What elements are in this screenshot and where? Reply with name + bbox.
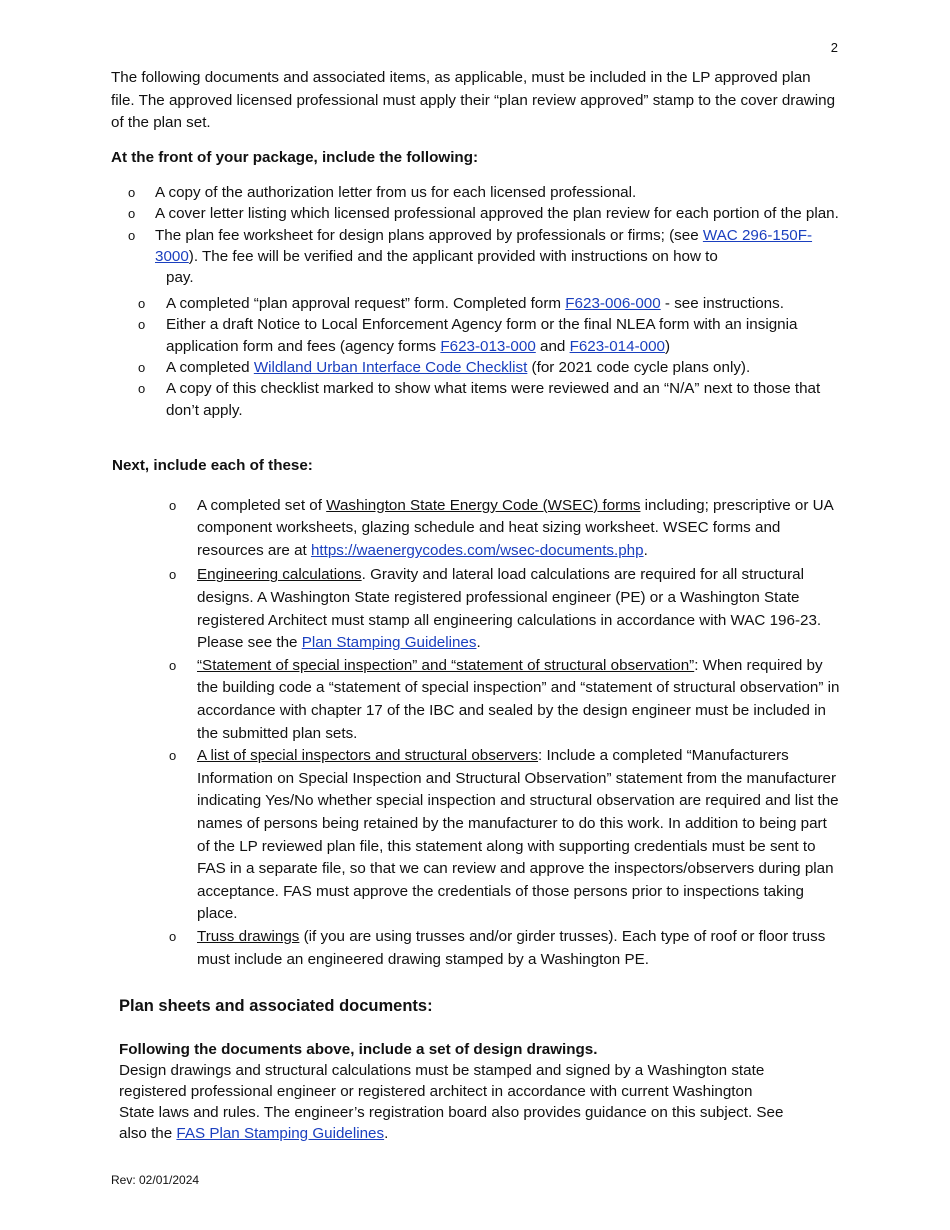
wui-checklist-link[interactable]: Wildland Urban Interface Code Checklist — [253, 358, 528, 376]
next-list — [112, 495, 842, 971]
plan-sheets-body: Design drawings and structural calculations must be stamped and signed by a Washington state registered professional engineer or registered architect in accordance with current Washington State laws and rules. The engineer’s registration board also provides guidance on this subject. See also the FAS Plan Stamping Guidelines. — [119, 1061, 784, 1142]
next-section — [112, 455, 842, 971]
front-list — [111, 182, 841, 421]
list-item: o “Statement of special inspection” and “statement of structural observation”: When required by the building code a “statement of special inspection” and “statement of structural observation” in accordance with chapter 17 of the IBC and sealed by the design engineer must be included in the submitted plan sets. — [169, 656, 840, 742]
list-item: o The plan fee worksheet for design plans approved by professionals or firms; (see WAC 296-150F-3000). The fee will be verified and the applicant provided with instructions on how to pay. — [128, 226, 813, 287]
list-item: o A completed set of Washington State Energy Code (WSEC) forms including; prescriptive or UA component worksheets, glazing schedule and heat sizing worksheet. WSEC forms and resources are at https://waenergycodes.com/wsec-documents.php. — [169, 496, 833, 559]
page-number: 2 — [830, 40, 838, 55]
bullet-icon: o — [169, 748, 177, 764]
bullet-icon: o — [128, 184, 136, 200]
bullet-icon: o — [169, 567, 177, 583]
section-title: Plan sheets and associated documents: — [119, 997, 433, 1015]
wsec-link[interactable]: https://waenergycodes.com/wsec-documents.php — [310, 541, 644, 559]
list-item: o A completed Wildland Urban Interface Code Checklist (for 2021 code cycle plans only). — [111, 357, 841, 378]
bullet-icon: o — [138, 295, 146, 311]
intro-text: The following documents and associated items, as applicable, must be included in the LP approved plan file. The approved licensed professional must apply their “plan review approved” stamp to the cover drawing of the plan set. — [111, 69, 836, 132]
bullet-icon: o — [138, 381, 146, 397]
front-section — [111, 147, 841, 421]
wac-link[interactable]: WAC 296-150F-3000 — [155, 226, 813, 265]
fas-plan-stamping-link[interactable]: FAS Plan Stamping Guidelines — [176, 1124, 385, 1142]
list-item: o Engineering calculations. Gravity and lateral load calculations are required for all structural designs. A Washington State registered professional engineer (PE) or a Washington State registered Architect must stamp all engineering calculations in accordance with WAC 196-23. Please see the Plan Stamping Guidelines. — [169, 566, 822, 652]
form-f623-006-link[interactable]: F623-006-000 — [565, 294, 661, 312]
plan-stamping-link[interactable]: Plan Stamping Guidelines — [301, 634, 477, 652]
list-item: o Truss drawings (if you are using trusses and/or girder trusses). Each type of roof or floor truss must include an engineered drawing stamped by a Washington PE. — [169, 927, 826, 968]
list-item: o A copy of this checklist marked to show what items were reviewed and an “N/A” next to those that don’t apply. — [138, 380, 821, 419]
intro-paragraph — [111, 67, 836, 135]
bullet-icon: o — [169, 928, 177, 944]
list-item: o A list of special inspectors and structural observers: Include a completed “Manufacturers Information on Special Inspection and Structural Observation” statement from the manufacturer indicating Yes/No whether special inspection and structural observation are required and list the names of persons being retained by the manufacturer to do this work. In addition to being part of the LP reviewed plan file, this statement along with supporting credentials must be sent to FAS in a separate file, so that we can review and approve the inspectors/observers during plan acceptance. FAS must approve the credentials of those persons prior to inspections taking place. — [169, 747, 839, 923]
bullet-icon: o — [169, 657, 177, 673]
form-f623-013-link[interactable]: F623-013-000 — [440, 337, 536, 355]
bullet-icon: o — [138, 317, 146, 333]
plan-sheets-section — [119, 995, 784, 1144]
form-f623-014-link[interactable]: F623-014-000 — [569, 337, 665, 355]
bullet-icon: o — [138, 359, 146, 375]
list-item: o Either a draft Notice to Local Enforcement Agency form or the final NLEA form with an insignia application form and fees (agency forms F623-013-000 and F623-014-000) — [138, 316, 798, 355]
bullet-icon: o — [128, 227, 136, 243]
front-heading: At the front of your package, include the following: — [111, 149, 479, 166]
bullet-icon: o — [128, 206, 136, 222]
next-heading: Next, include each of these: — [112, 457, 313, 474]
list-item: o A completed “plan approval request” form. Completed form F623-006-000 - see instructions. — [111, 293, 841, 314]
list-item: o A cover letter listing which licensed professional approved the plan review for each portion of the plan. — [111, 203, 841, 224]
revision-footer: Rev: 02/01/2024 — [111, 1173, 200, 1187]
plan-sheets-subheading: Following the documents above, include a set of design drawings. — [119, 1040, 598, 1058]
list-item: o A copy of the authorization letter from us for each licensed professional. — [111, 182, 841, 203]
bullet-icon: o — [169, 497, 177, 513]
